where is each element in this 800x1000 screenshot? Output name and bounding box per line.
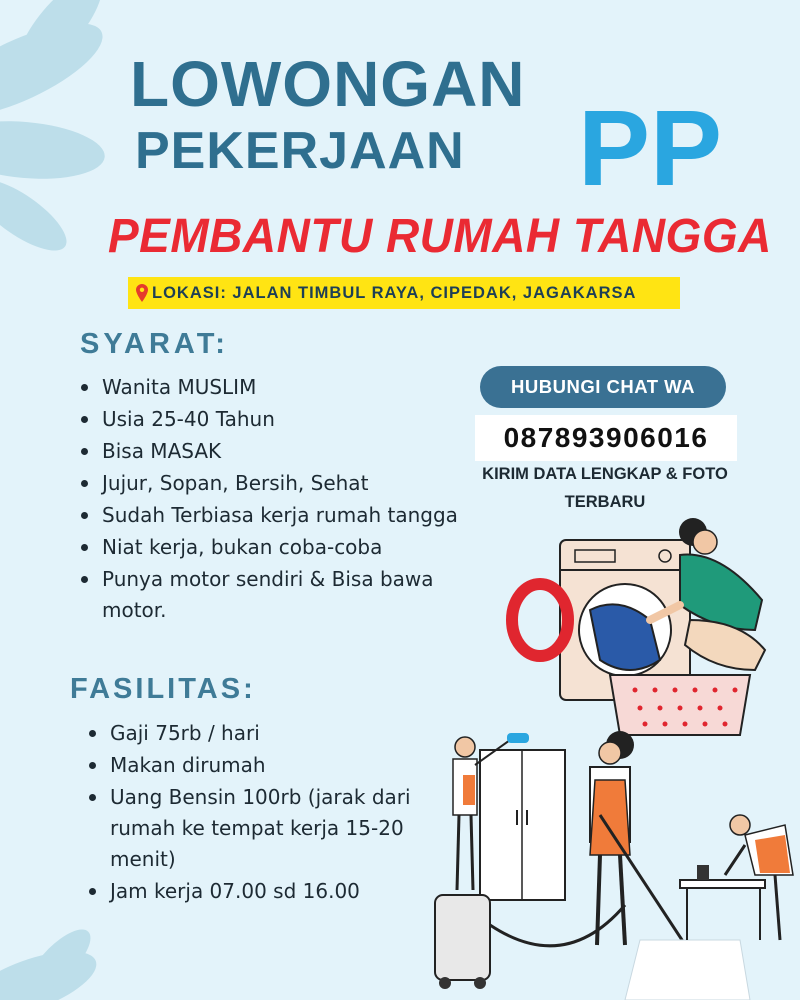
title-line-2: PEKERJAAN [135, 122, 465, 180]
list-item: Jujur, Sopan, Bersih, Sehat [78, 468, 478, 499]
requirements-list [78, 372, 478, 627]
title-accent: PP [578, 87, 723, 208]
requirements-heading: SYARAT: [80, 328, 229, 360]
location-banner [128, 277, 680, 309]
job-subtitle: PEMBANTU RUMAH TANGGA [108, 207, 772, 263]
list-item: Punya motor sendiri & Bisa bawa motor. [78, 564, 478, 626]
location-text: LOKASI: JALAN TIMBUL RAYA, CIPEDAK, JAGAKARSA [152, 283, 637, 302]
cleaning-illustration [425, 725, 800, 1000]
facilities-heading: FASILITAS: [70, 673, 256, 705]
send-instructions: KIRIM DATA LENGKAP & FOTO TERBARU [482, 465, 728, 511]
list-item: Sudah Terbiasa kerja rumah tangga [78, 500, 478, 531]
list-item: Usia 25-40 Tahun [78, 404, 478, 435]
phone-number[interactable]: 087893906016 [475, 415, 737, 461]
list-item: Gaji 75rb / hari [86, 718, 446, 749]
facilities-list [86, 718, 446, 908]
contact-wa-button[interactable]: HUBUNGI CHAT WA [480, 366, 726, 408]
list-item: Makan dirumah [86, 750, 446, 781]
list-item: Niat kerja, bukan coba-coba [78, 532, 478, 563]
list-item: Jam kerja 07.00 sd 16.00 [86, 876, 446, 907]
laundry-illustration [500, 510, 780, 740]
list-item: Wanita MUSLIM [78, 372, 478, 403]
title-line-1: LOWONGAN [130, 48, 526, 120]
list-item: Bisa MASAK [78, 436, 478, 467]
pin-icon [136, 284, 148, 302]
list-item: Uang Bensin 100rb (jarak dari rumah ke tempat kerja 15-20 menit) [86, 782, 446, 875]
